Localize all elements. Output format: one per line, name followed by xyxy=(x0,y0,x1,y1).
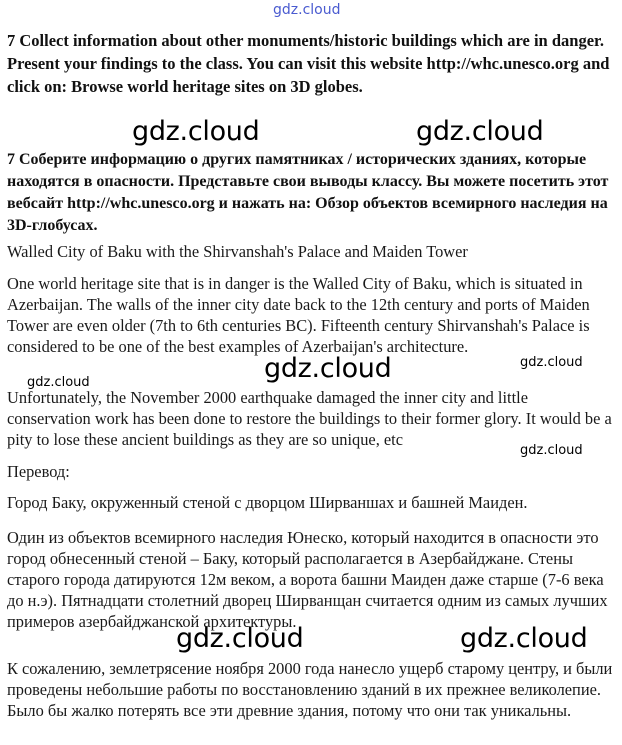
watermark-big: gdz.cloud xyxy=(460,623,588,654)
watermark-big: gdz.cloud xyxy=(132,116,260,147)
answer-paragraph-1-english: One world heritage site that is in danger is the Walled City of Baku, which is situated in Azerbaijan. The walls of the inner city date back to the 12th century and ports of Maiden Tower are even older (7th to 6th centuries BC). Fifteenth century Shirvanshah's Palace is considered to be one of the best examples of Azerbaijan's architecture. xyxy=(7,274,590,356)
translation-paragraph-1: Один из объектов всемирного наследия Юнеско, который находится в опасности это город обнесенный стеной – Баку, который располагается в Азербайджане. Стены старого города датируются 12м веком, а ворота башни Маиден даже старше (7-6 века до н.э). Пятнадцати столетний дворец Ширванщан считается одним из самых лучших примеров азербайджанской архитектуры. xyxy=(7,528,608,631)
watermark-big: gdz.cloud xyxy=(416,116,544,147)
watermark-big: gdz.cloud xyxy=(176,623,304,654)
watermark-small: gdz.cloud xyxy=(27,375,90,390)
watermark-big: gdz.cloud xyxy=(264,353,392,384)
translation-paragraph-2: К сожалению, землетрясение ноября 2000 года нанесло ущерб старому центру, и были проведены небольшие работы по восстановлению зданий в их прежнее великолепие. Было бы жалко потерять все эти древние здания, потому что они так уникальны. xyxy=(7,659,613,720)
answer-paragraph-2-english: Unfortunately, the November 2000 earthquake damaged the inner city and little conservation work has been done to restore the buildings to their former glory. It would be a pity to lose these ancient buildings as they are so unique, etc xyxy=(7,388,612,449)
translation-title: Город Баку, окруженный стеной с дворцом Ширваншах и башней Маиден. xyxy=(7,493,528,512)
watermark-small: gdz.cloud xyxy=(520,443,583,458)
watermark-small: gdz.cloud xyxy=(520,355,583,370)
translation-label: Перевод: xyxy=(7,462,70,481)
task-7-russian: 7 Соберите информацию о других памятниках / исторических зданиях, которые находятся в опасности. Представьте свои выводы классу. Вы можете посетить этот вебсайт http://whc.unesco.org и нажать на: Обзор объектов всемирного наследия на 3D-глобусах. xyxy=(7,151,609,234)
watermark-top: gdz.cloud xyxy=(273,2,341,18)
task-7-english: 7 Collect information about other monuments/historic buildings which are in danger. Present your findings to the class. You can visit this website http://whc.unesco.org and click on: Browse world heritage sites on 3D globes. xyxy=(7,31,610,96)
answer-title-english: Walled City of Baku with the Shirvanshah's Palace and Maiden Tower xyxy=(7,242,468,261)
